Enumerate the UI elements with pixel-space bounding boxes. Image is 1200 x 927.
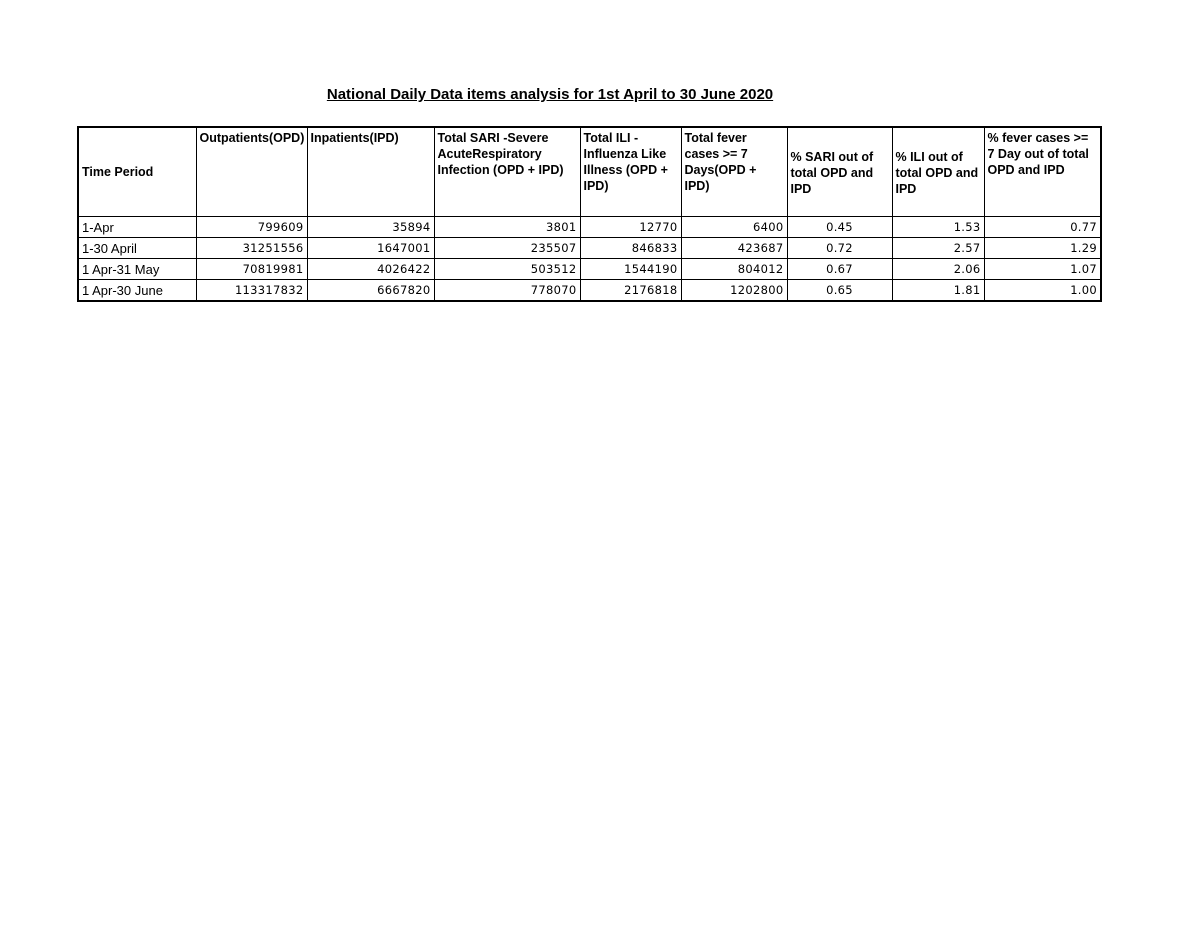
table-row	[78, 217, 1101, 238]
page-title	[0, 86, 1100, 103]
header-total-ili: Total ILI - Influenza Like Illness (OPD + IPD)	[580, 127, 681, 217]
cell-total-fever: 1202800	[681, 280, 787, 302]
cell-total-ili: 12770	[580, 217, 681, 238]
cell-time-period: 1-Apr	[78, 217, 196, 238]
cell-pct-sari: 0.72	[787, 238, 892, 259]
data-table	[77, 126, 1102, 302]
cell-total-sari: 3801	[434, 217, 580, 238]
cell-pct-fever: 1.29	[984, 238, 1101, 259]
cell-inpatients: 4026422	[307, 259, 434, 280]
cell-total-ili: 846833	[580, 238, 681, 259]
table-row	[78, 238, 1101, 259]
cell-total-fever: 423687	[681, 238, 787, 259]
header-outpatients: Outpatients(OPD)	[196, 127, 307, 217]
cell-outpatients: 113317832	[196, 280, 307, 302]
cell-outpatients: 799609	[196, 217, 307, 238]
header-pct-fever: % fever cases >= 7 Day out of total OPD and IPD	[984, 127, 1101, 217]
cell-pct-ili: 1.81	[892, 280, 984, 302]
cell-total-sari: 503512	[434, 259, 580, 280]
header-inpatients: Inpatients(IPD)	[307, 127, 434, 217]
table-row	[78, 259, 1101, 280]
cell-time-period: 1-30 April	[78, 238, 196, 259]
header-pct-ili: % ILI out of total OPD and IPD	[892, 127, 984, 217]
header-row	[78, 127, 1101, 217]
cell-total-ili: 2176818	[580, 280, 681, 302]
cell-total-sari: 778070	[434, 280, 580, 302]
header-total-sari: Total SARI -Severe AcuteRespiratory Infection (OPD + IPD)	[434, 127, 580, 217]
cell-inpatients: 1647001	[307, 238, 434, 259]
header-time-period: Time Period	[78, 127, 196, 217]
cell-outpatients: 31251556	[196, 238, 307, 259]
cell-total-sari: 235507	[434, 238, 580, 259]
title-text: National Daily Data items analysis for 1st April to 30 June 2020	[326, 86, 774, 103]
cell-pct-sari: 0.67	[787, 259, 892, 280]
cell-pct-ili: 2.06	[892, 259, 984, 280]
cell-pct-sari: 0.65	[787, 280, 892, 302]
cell-pct-fever: 0.77	[984, 217, 1101, 238]
cell-time-period: 1 Apr-31 May	[78, 259, 196, 280]
cell-pct-fever: 1.00	[984, 280, 1101, 302]
cell-total-fever: 6400	[681, 217, 787, 238]
cell-pct-fever: 1.07	[984, 259, 1101, 280]
cell-inpatients: 35894	[307, 217, 434, 238]
header-pct-sari: % SARI out of total OPD and IPD	[787, 127, 892, 217]
cell-outpatients: 70819981	[196, 259, 307, 280]
cell-total-ili: 1544190	[580, 259, 681, 280]
cell-time-period: 1 Apr-30 June	[78, 280, 196, 302]
cell-inpatients: 6667820	[307, 280, 434, 302]
table-row	[78, 280, 1101, 302]
header-total-fever: Total fever cases >= 7 Days(OPD + IPD)	[681, 127, 787, 217]
cell-pct-ili: 2.57	[892, 238, 984, 259]
cell-pct-ili: 1.53	[892, 217, 984, 238]
cell-total-fever: 804012	[681, 259, 787, 280]
cell-pct-sari: 0.45	[787, 217, 892, 238]
